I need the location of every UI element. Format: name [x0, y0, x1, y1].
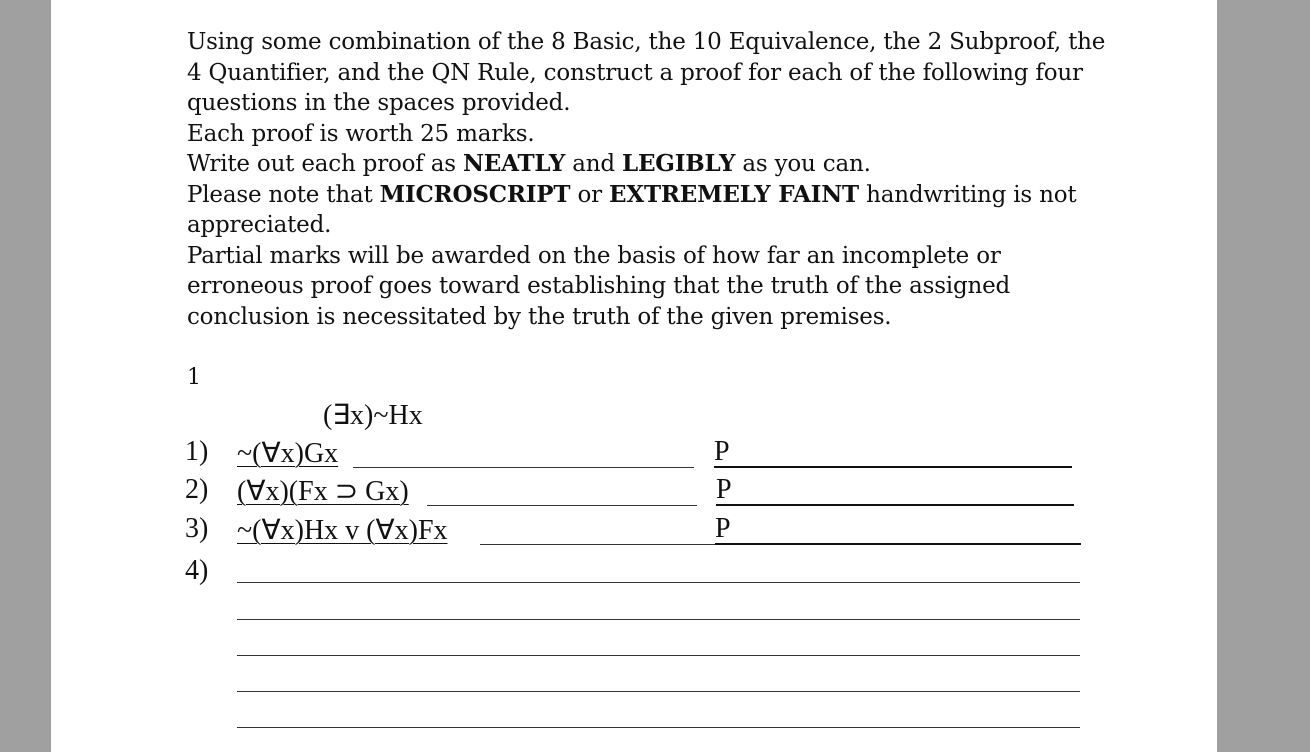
premise-formula: ~(∀x)Gx — [237, 438, 339, 469]
instruction-rules: Using some combination of the 8 Basic, the 10 Equivalence, the 2 Subproof, the 4 Quantifier, and the QN Rule, construct a proof for each of the following four questions in the spaces provided. — [187, 29, 1106, 116]
blank-line — [237, 727, 1080, 728]
blank-line — [427, 505, 697, 506]
proof-line — [51, 555, 1217, 591]
proof-line — [51, 513, 1217, 549]
instruction-marks: Each proof is worth 25 marks. — [187, 120, 535, 147]
proof-line — [51, 474, 1217, 510]
premise-formula: ~(∀x)Hx v (∀x)Fx — [237, 515, 448, 546]
justification: P — [715, 513, 731, 544]
blank-line — [353, 467, 694, 468]
document-page — [51, 0, 1217, 752]
question-number: 1 — [187, 365, 201, 390]
instruction-neatness: Write out each proof as NEATLY and LEGIBLY as you can. — [187, 150, 871, 177]
justification: P — [716, 474, 732, 505]
justification: P — [714, 436, 730, 467]
line-number: 4) — [185, 555, 209, 586]
line-number: 1) — [185, 436, 209, 467]
proof-line — [51, 436, 1217, 472]
instructions — [187, 27, 1107, 332]
justification-line — [716, 504, 1074, 506]
blank-line — [480, 544, 716, 545]
premise-formula: (∀x)(Fx ⊃ Gx) — [237, 476, 409, 507]
blank-line — [237, 655, 1080, 656]
line-number: 2) — [185, 474, 209, 505]
blank-line — [237, 691, 1080, 692]
blank-line — [237, 619, 1080, 620]
conclusion: (∃x)~Hx — [323, 400, 423, 431]
justification-line — [715, 543, 1081, 545]
line-number: 3) — [185, 513, 209, 544]
justification-line — [714, 466, 1072, 468]
instruction-handwriting: Please note that MICROSCRIPT or EXTREMELY FAINT handwriting is not appreciated. — [187, 180, 1077, 238]
instruction-partial-marks: Partial marks will be awarded on the basis of how far an incomplete or erroneous proof goes toward establishing that the truth of the assigned conclusion is necessitated by the truth of the given premises. — [187, 242, 1011, 330]
blank-line — [237, 582, 1080, 583]
